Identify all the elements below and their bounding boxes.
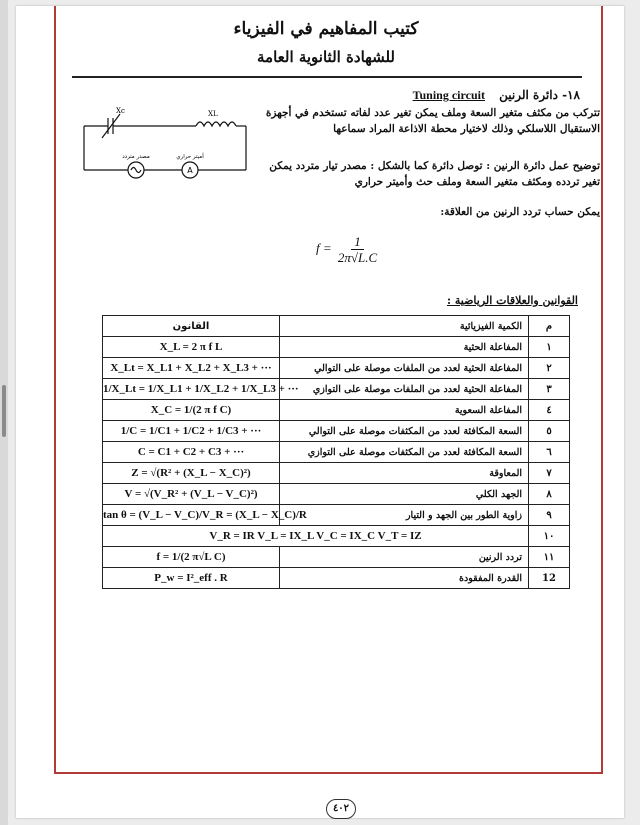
formula-lhs: f = <box>316 240 332 256</box>
formula-denominator: 2π√L.C <box>337 250 378 265</box>
table-row <box>103 526 570 547</box>
header-subtitle: للشهادة الثانوية العامة <box>257 48 395 66</box>
row-quantity: المفاعلة الحثية لعدد من الملفات موصلة على التوالي <box>280 358 529 379</box>
section-paragraph-2: توضيح عمل دائرة الرنين : توصل دائرة كما بالشكل : مصدر تيار متردد يمكن تغير تردده ومكثف متغير السعة وملف حث وأميتر حراري <box>269 160 600 188</box>
row-quantity: السعة المكافئة لعدد من المكثفات موصلة على التوالي <box>280 421 529 442</box>
table-row <box>103 505 570 526</box>
section-paragraph-3: يمكن حساب تردد الرنين من العلاقة: <box>440 206 600 218</box>
row-quantity: تردد الرنين <box>280 547 529 568</box>
header-title: كتيب المفاهيم في الفيزياء <box>233 19 419 39</box>
row-quantity: المعاوقة <box>280 463 529 484</box>
row-law: f = 1/(2 π√L C) <box>103 547 280 568</box>
row-num: ١ <box>529 337 570 358</box>
section-paragraph-1: تتركب من مكثف متغير السعة وملف يمكن تغير عدد لفاته تستخدم في أجهزة الاستقبال اللاسلكي وذلك لاختيار محطة الاذاعة المراد سماعها <box>265 107 600 135</box>
resonance-formula <box>316 234 380 265</box>
row-quantity: زاوية الطور بين الجهد و التيار <box>280 505 529 526</box>
laws-table <box>102 315 570 589</box>
row-law: 1/X_Lt = 1/X_L1 + 1/X_L2 + 1/X_L3 + ··· <box>103 379 280 400</box>
section-title-en: Tuning circuit <box>412 88 485 102</box>
row-num: ٣ <box>529 379 570 400</box>
section-title <box>413 88 580 103</box>
header-divider <box>72 76 582 78</box>
laws-table-title: القوانين والعلاقات الرياضية : <box>446 294 578 307</box>
formula-numerator: 1 <box>351 234 364 250</box>
row-num: ٨ <box>529 484 570 505</box>
row-law: 1/C = 1/C1 + 1/C2 + 1/C3 + ··· <box>103 421 280 442</box>
document-page <box>16 6 624 818</box>
row-quantity: المفاعلة الحثية لعدد من الملفات موصلة على التوازي <box>280 379 529 400</box>
row-num: ٥ <box>529 421 570 442</box>
source-label: مصدر متردد <box>122 154 150 160</box>
row-law: tan θ = (V_L − V_C)/V_R = (X_L − X_C)/R <box>103 505 280 526</box>
row-law: X_Lt = X_L1 + X_L2 + X_L3 + ··· <box>103 358 280 379</box>
row-quantity: المفاعلة الحثية <box>280 337 529 358</box>
table-row <box>103 379 570 400</box>
row-law: X_C = 1/(2 π f C) <box>103 400 280 421</box>
row-quantity: الجهد الكلي <box>280 484 529 505</box>
viewer-scrollbar-track[interactable] <box>0 0 8 825</box>
table-row <box>103 568 570 589</box>
row-law: X_L = 2 π f L <box>103 337 280 358</box>
header-quantity: الكمية الفيزيائية <box>280 316 529 337</box>
row-law: C = C1 + C2 + C3 + ··· <box>103 442 280 463</box>
row-num: ٦ <box>529 442 570 463</box>
table-row <box>103 421 570 442</box>
ammeter-symbol: A <box>187 166 193 175</box>
row-num: ١٠ <box>529 526 570 547</box>
row-law: P_w = I²_eff . R <box>103 568 280 589</box>
table-row <box>103 484 570 505</box>
row-law: V = √(V_R² + (V_L − V_C)²) <box>103 484 280 505</box>
row-num: ٩ <box>529 505 570 526</box>
page-number: ٤٠٢ <box>326 799 356 819</box>
row-quantity: السعة المكافئة لعدد من المكثفات موصلة على التوازي <box>280 442 529 463</box>
row-quantity: المفاعلة السعوية <box>280 400 529 421</box>
table-row <box>103 400 570 421</box>
table-row <box>103 442 570 463</box>
row-quantity: القدرة المفقودة <box>280 568 529 589</box>
section-title-ar: ١٨- دائرة الرنين <box>499 88 580 102</box>
table-row <box>103 547 570 568</box>
row-num: ٧ <box>529 463 570 484</box>
row-law: V_R = IR V_L = IX_L V_C = IX_C V_T = IZ <box>103 526 529 547</box>
row-law: Z = √(R² + (X_L − X_C)²) <box>103 463 280 484</box>
capacitor-label: Xc <box>116 107 125 115</box>
formula-fraction <box>335 234 380 265</box>
table-row <box>103 463 570 484</box>
table-row <box>103 337 570 358</box>
header-law: القانون <box>103 316 280 337</box>
row-num: ٢ <box>529 358 570 379</box>
inductor-label: XL <box>208 110 218 118</box>
row-num: 12 <box>529 568 570 589</box>
row-num: ١١ <box>529 547 570 568</box>
ammeter-label: أميتر حراري <box>176 154 204 160</box>
table-row <box>103 358 570 379</box>
tuning-circuit-diagram <box>76 102 254 184</box>
row-num: ٤ <box>529 400 570 421</box>
header-num: م <box>529 316 570 337</box>
viewer-scrollbar-handle[interactable] <box>2 385 6 437</box>
table-header-row <box>103 316 570 337</box>
